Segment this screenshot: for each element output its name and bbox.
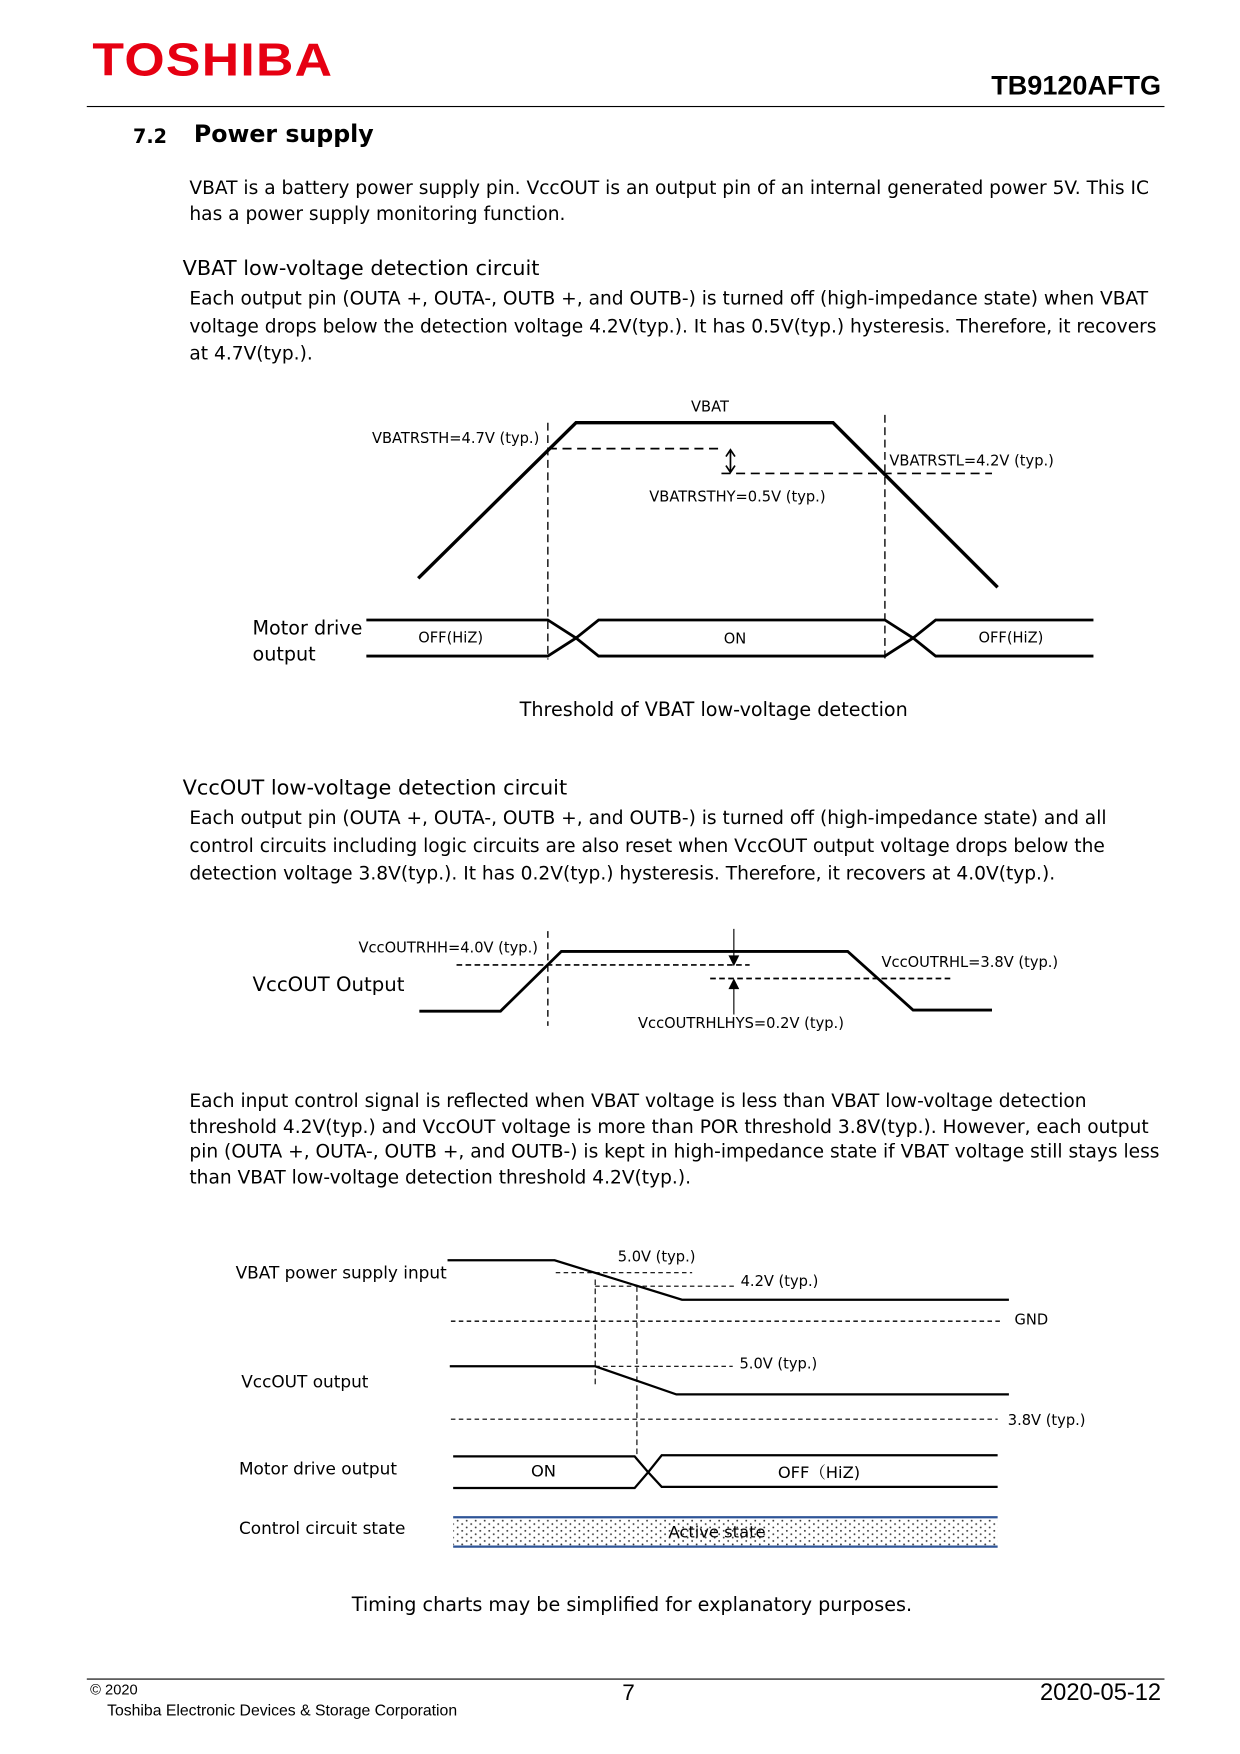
input-note-paragraph: Each input control signal is reflected when VBAT voltage is less than VBAT low-voltage detection threshold 4.2V(typ.) and VccOUT voltage is more than POR threshold 3.8V(typ.). However, each output pin (OUTA +, OUTA-, OUTB +, and OUTB-) is kept in high-impedance state if VBAT voltage still stays less than VBAT low-voltage detection threshold 4.2V(typ.). <box>189 1090 1160 1188</box>
vccout-output-label-2: VccOUT output <box>241 1371 369 1392</box>
section-number: 7.2 <box>133 126 167 149</box>
company-name: Toshiba Electronic Devices & Storage Corporation <box>107 1701 458 1720</box>
v50a-label: 5.0V (typ.) <box>617 1248 696 1266</box>
motor-drive-label: Motor drive output <box>238 1458 397 1479</box>
vccout-heading: VccOUT low-voltage detection circuit <box>182 776 568 801</box>
footer-divider <box>87 1679 1165 1680</box>
vccout-waveform-2 <box>450 1366 1009 1394</box>
vbat-label: VBAT <box>691 398 729 416</box>
rsth-label: VBATRSTH=4.7V (typ.) <box>371 430 540 448</box>
diagram-caption: Threshold of VBAT low-voltage detection <box>519 698 908 722</box>
rhl-label: VccOUTRHL=3.8V (typ.) <box>881 954 1059 972</box>
vccout-output-label: VccOUT Output <box>252 972 405 996</box>
rsthy-label: VBATRSTHY=0.5V (typ.) <box>649 488 826 506</box>
gnd-label: GND <box>1014 1311 1049 1329</box>
rhh-label: VccOUTRHH=4.0V (typ.) <box>358 939 538 957</box>
off-label-2: OFF（HiZ) <box>777 1462 861 1482</box>
intro-paragraph: VBAT is a battery power supply pin. VccOUT is an output pin of an internal generated power 5V. This IC has a power supply monitoring function. <box>189 176 1149 225</box>
vccout-paragraph: Each output pin (OUTA +, OUTA-, OUTB +, and OUTB-) is turned off (high-impedance state) and all control circuits including logic circuits are also reset when VccOUT output voltage drops below the detection voltage 3.8V(typ.). It has 0.2V(typ.) hysteresis. Therefore, it recovers at 4.0V(typ.). <box>189 807 1107 884</box>
control-circuit-label: Control circuit state <box>238 1518 406 1539</box>
off2-label: OFF(HiZ) <box>978 629 1044 647</box>
timing-chart <box>448 1260 1009 1546</box>
section-title: Power supply <box>193 120 374 148</box>
vbat-heading: VBAT low-voltage detection circuit <box>182 257 540 281</box>
on-label: ON <box>723 630 747 648</box>
off1-label: OFF(HiZ) <box>418 629 484 647</box>
vbat-paragraph: Each output pin (OUTA +, OUTA-, OUTB +, and OUTB-) is turned off (high-impedance state) when VBAT voltage drops below the detection voltage 4.2V(typ.). It has 0.5V(typ.) hysteresis. Therefore, it recovers at 4.7V(typ.). <box>189 287 1157 365</box>
hys-label: VccOUTRHLHYS=0.2V (typ.) <box>638 1015 844 1033</box>
page-number: 7 <box>622 1680 635 1706</box>
v42-label: 4.2V (typ.) <box>740 1273 819 1291</box>
part-number: TB9120AFTG <box>991 71 1162 102</box>
active-state-label: Active state <box>668 1522 766 1542</box>
motor-label-1: Motor drive <box>252 616 363 640</box>
vbat-input-waveform <box>448 1260 1009 1299</box>
motor-label-2: output <box>252 642 316 666</box>
on-label-2: ON <box>530 1461 557 1481</box>
rstl-label: VBATRSTL=4.2V (typ.) <box>889 452 1054 470</box>
vbat-threshold-diagram <box>366 415 1093 660</box>
document-date: 2020-05-12 <box>1039 1679 1162 1706</box>
vbat-input-label: VBAT power supply input <box>235 1262 447 1283</box>
v38-label: 3.8V (typ.) <box>1007 1411 1086 1429</box>
v50b-label: 5.0V (typ.) <box>739 1355 818 1373</box>
toshiba-logo: TOSHIBA <box>92 33 334 86</box>
copyright: © 2020 <box>90 1680 138 1698</box>
timing-note: Timing charts may be simplified for explanatory purposes. <box>351 1593 913 1617</box>
